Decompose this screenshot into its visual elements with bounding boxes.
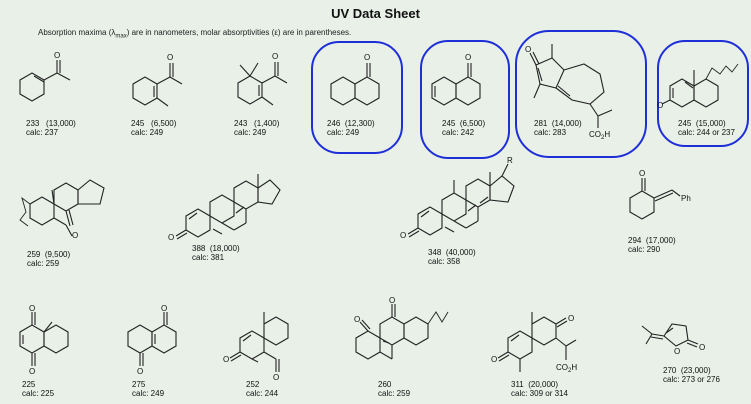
oxygen-label: O <box>137 367 144 376</box>
calc-value: calc: 244 or 237 <box>678 128 735 137</box>
calc-value: calc: 273 or 276 <box>663 375 720 384</box>
page-title: UV Data Sheet <box>331 6 420 21</box>
lambda-max: 348 <box>428 248 442 257</box>
oxygen-label: O <box>525 45 532 54</box>
epsilon: (6,500) <box>151 119 177 128</box>
compound-data <box>234 119 279 137</box>
lambda-max: 281 <box>534 119 548 128</box>
calc-value: calc: 290 <box>628 245 661 254</box>
compound-data <box>663 366 720 384</box>
lambda-max: 246 <box>327 119 341 128</box>
lambda-max: 245 <box>442 119 456 128</box>
epsilon: (1,400) <box>254 119 280 128</box>
epsilon: (18,000) <box>209 244 240 253</box>
oxygen-label: O <box>29 367 36 376</box>
calc-value: calc: 237 <box>26 128 59 137</box>
oxygen-label: O <box>657 101 664 110</box>
carboxylic-acid-label: $CO_2H$ <box>556 363 578 374</box>
compound-data <box>534 119 582 137</box>
phenyl-label: Ph <box>681 194 691 203</box>
oxygen-label: O <box>389 296 396 305</box>
calc-value: calc: 259 <box>378 389 411 398</box>
calc-value: calc: 249 <box>132 389 165 398</box>
calc-value: calc: 225 <box>22 389 55 398</box>
compound-data <box>327 119 375 137</box>
lambda-max: 311 <box>511 380 524 389</box>
calc-value: calc: 381 <box>192 253 225 262</box>
oxygen-label: O <box>273 373 280 382</box>
lambda-max: 243 <box>234 119 248 128</box>
epsilon: (13,000) <box>46 119 76 128</box>
compound-data <box>511 380 568 398</box>
compound-data <box>628 236 676 254</box>
intro-text <box>38 28 351 40</box>
intro-text-end: ) are in nanometers, molar absorptivities (ε) are in parentheses. <box>126 28 352 37</box>
r-group-label: R <box>507 156 513 165</box>
epsilon: (9,500) <box>44 250 71 259</box>
calc-value: calc: 283 <box>534 128 567 137</box>
oxygen-label: O <box>167 53 174 62</box>
oxygen-label: O <box>29 304 36 313</box>
epsilon: (20,000) <box>528 380 559 389</box>
intro-text-start: Absorption maxima (λ <box>38 28 116 37</box>
calc-value: calc: 244 <box>246 389 279 398</box>
oxygen-label: O <box>72 231 79 240</box>
compound-data <box>378 380 410 398</box>
calc-value: calc: 259 <box>27 259 60 268</box>
compound-data <box>22 380 54 398</box>
oxygen-label: O <box>400 231 407 240</box>
compound-data <box>27 250 70 268</box>
compound-data <box>132 380 164 398</box>
lambda-max: 270 <box>663 366 677 375</box>
oxygen-label: O <box>223 355 230 364</box>
lambda-max: 388 <box>192 244 206 253</box>
lambda-max: 245 <box>131 119 145 128</box>
compound-data <box>26 119 76 137</box>
oxygen-label: O <box>161 304 168 313</box>
compound-data <box>428 248 476 266</box>
compound-data <box>246 380 278 398</box>
oxygen-label: O <box>699 343 706 352</box>
calc-value: calc: 309 or 314 <box>511 389 568 398</box>
oxygen-label: O <box>168 233 175 242</box>
calc-value: calc: 249 <box>327 128 360 137</box>
epsilon: (15,000) <box>695 119 726 128</box>
lambda-max: 294 <box>628 236 642 245</box>
oxygen-label: O <box>364 53 371 62</box>
compound-data <box>131 119 176 137</box>
calc-value: calc: 358 <box>428 257 461 266</box>
calc-value: calc: 242 <box>442 128 475 137</box>
epsilon: (23,000) <box>680 366 711 375</box>
oxygen-label: O <box>465 53 472 62</box>
calc-value: calc: 249 <box>234 128 267 137</box>
lambda-max: 259 <box>27 250 41 259</box>
oxygen-label: O <box>54 51 61 60</box>
epsilon: (14,000) <box>551 119 582 128</box>
carboxylic-acid-label: $CO_2H$ <box>589 130 611 141</box>
ring-oxygen-label: O <box>674 347 681 356</box>
lambda-max: 260 <box>378 380 392 389</box>
compound-data <box>192 244 240 262</box>
epsilon: (17,000) <box>645 236 676 245</box>
lambda-max: 275 <box>132 380 146 389</box>
oxygen-label: O <box>272 52 279 61</box>
lambda-max: 233 <box>26 119 40 128</box>
lambda-max: 252 <box>246 380 260 389</box>
lambda-max: 225 <box>22 380 36 389</box>
compound-data <box>442 119 485 137</box>
oxygen-label: O <box>491 355 498 364</box>
oxygen-label: O <box>354 315 361 324</box>
epsilon: (6,500) <box>459 119 486 128</box>
compound-data <box>678 119 735 137</box>
annotation-circle <box>515 30 647 158</box>
lambda-max: 245 <box>678 119 692 128</box>
lambda-subscript: max <box>115 33 127 40</box>
epsilon: (12,300) <box>344 119 375 128</box>
epsilon: (40,000) <box>445 248 476 257</box>
oxygen-label: O <box>639 169 646 178</box>
annotation-circle <box>311 41 403 154</box>
oxygen-label: O <box>568 314 575 323</box>
calc-value: calc: 249 <box>131 128 164 137</box>
